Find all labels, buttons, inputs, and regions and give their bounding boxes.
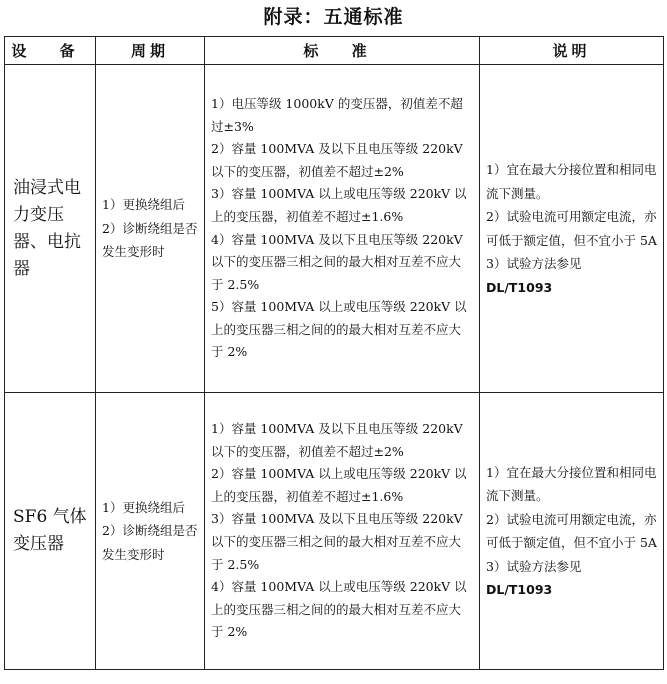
note-cell: [480, 65, 664, 393]
standard-item: 1）电压等级 1000kV 的变压器，初值差不超过±3%: [211, 95, 463, 134]
header-standard: 标 准: [205, 37, 480, 65]
note-item: 3）试验方法参见: [486, 256, 582, 271]
note-item: 2）试验电流可用额定电流，亦可低于额定值，但不宜小于 5A: [486, 511, 657, 550]
standard-item: 4）容量 100MVA 及以下且电压等级 220kV 以下的变压器三相之间的最大相对互差不应大于 2.5%: [211, 231, 463, 292]
standard-item: 3）容量 100MVA 及以下且电压等级 220kV 以下的变压器三相之间的最大相对互差不应大于 2.5%: [211, 511, 463, 572]
note-item: 2）试验电流可用额定电流，亦可低于额定值，但不宜小于 5A: [486, 209, 657, 248]
cycle-item: 2）诊断绕组是否发生变形时: [102, 523, 198, 562]
note-item: 1）宜在最大分接位置和相同电流下测量。: [486, 162, 657, 201]
standard-cell: [205, 65, 480, 393]
standard-item: 4）容量 100MVA 以上或电压等级 220kV 以上的变压器三相之间的的最大相对互差不应大于 2%: [211, 579, 467, 640]
cycle-cell: [96, 65, 205, 393]
device-cell: [5, 393, 96, 670]
standard-item: 5）容量 100MVA 以上或电压等级 220kV 以上的变压器三相之间的的最大相对互差不应大于 2%: [211, 299, 467, 360]
standard-item: 2）容量 100MVA 以上或电压等级 220kV 以上的变压器，初值差不超过±1.6%: [211, 466, 467, 504]
header-device: 设 备: [5, 37, 96, 65]
cycle-cell: [96, 393, 205, 670]
device-cell: [5, 65, 96, 393]
note-item: 3）试验方法参见: [486, 558, 582, 574]
note-reference: DL/T1093: [486, 582, 553, 597]
note-reference: DL/T1093: [486, 279, 553, 295]
device-name: SF6 气体变压器: [13, 507, 87, 554]
table-header-row: [5, 37, 664, 65]
device-name: 油浸式电力变压器、电抗器: [13, 177, 81, 279]
cycle-item: 1）更换绕组后: [102, 197, 185, 213]
note-item: 1）宜在最大分接位置和相同电流下测量。: [486, 464, 657, 503]
standard-item: 3）容量 100MVA 以上或电压等级 220kV 以上的变压器，初值差不超过±1.6%: [211, 186, 467, 224]
cycle-item: 2）诊断绕组是否发生变形时: [102, 220, 198, 260]
header-note: 说明: [480, 37, 664, 65]
page-title: 附录：五通标准: [263, 6, 404, 28]
standard-item: 2）容量 100MVA 及以下且电压等级 220kV 以下的变压器，初值差不超过±2%: [211, 141, 463, 179]
standard-item: 1）容量 100MVA 及以下且电压等级 220kV 以下的变压器，初值差不超过±2%: [211, 421, 463, 459]
table-row: [5, 65, 664, 393]
cycle-item: 1）更换绕组后: [102, 499, 185, 515]
standard-cell: [205, 393, 480, 670]
standards-table: [4, 36, 664, 670]
table-row: [5, 393, 664, 670]
header-cycle: 周期: [96, 37, 205, 65]
note-cell: [480, 393, 664, 670]
